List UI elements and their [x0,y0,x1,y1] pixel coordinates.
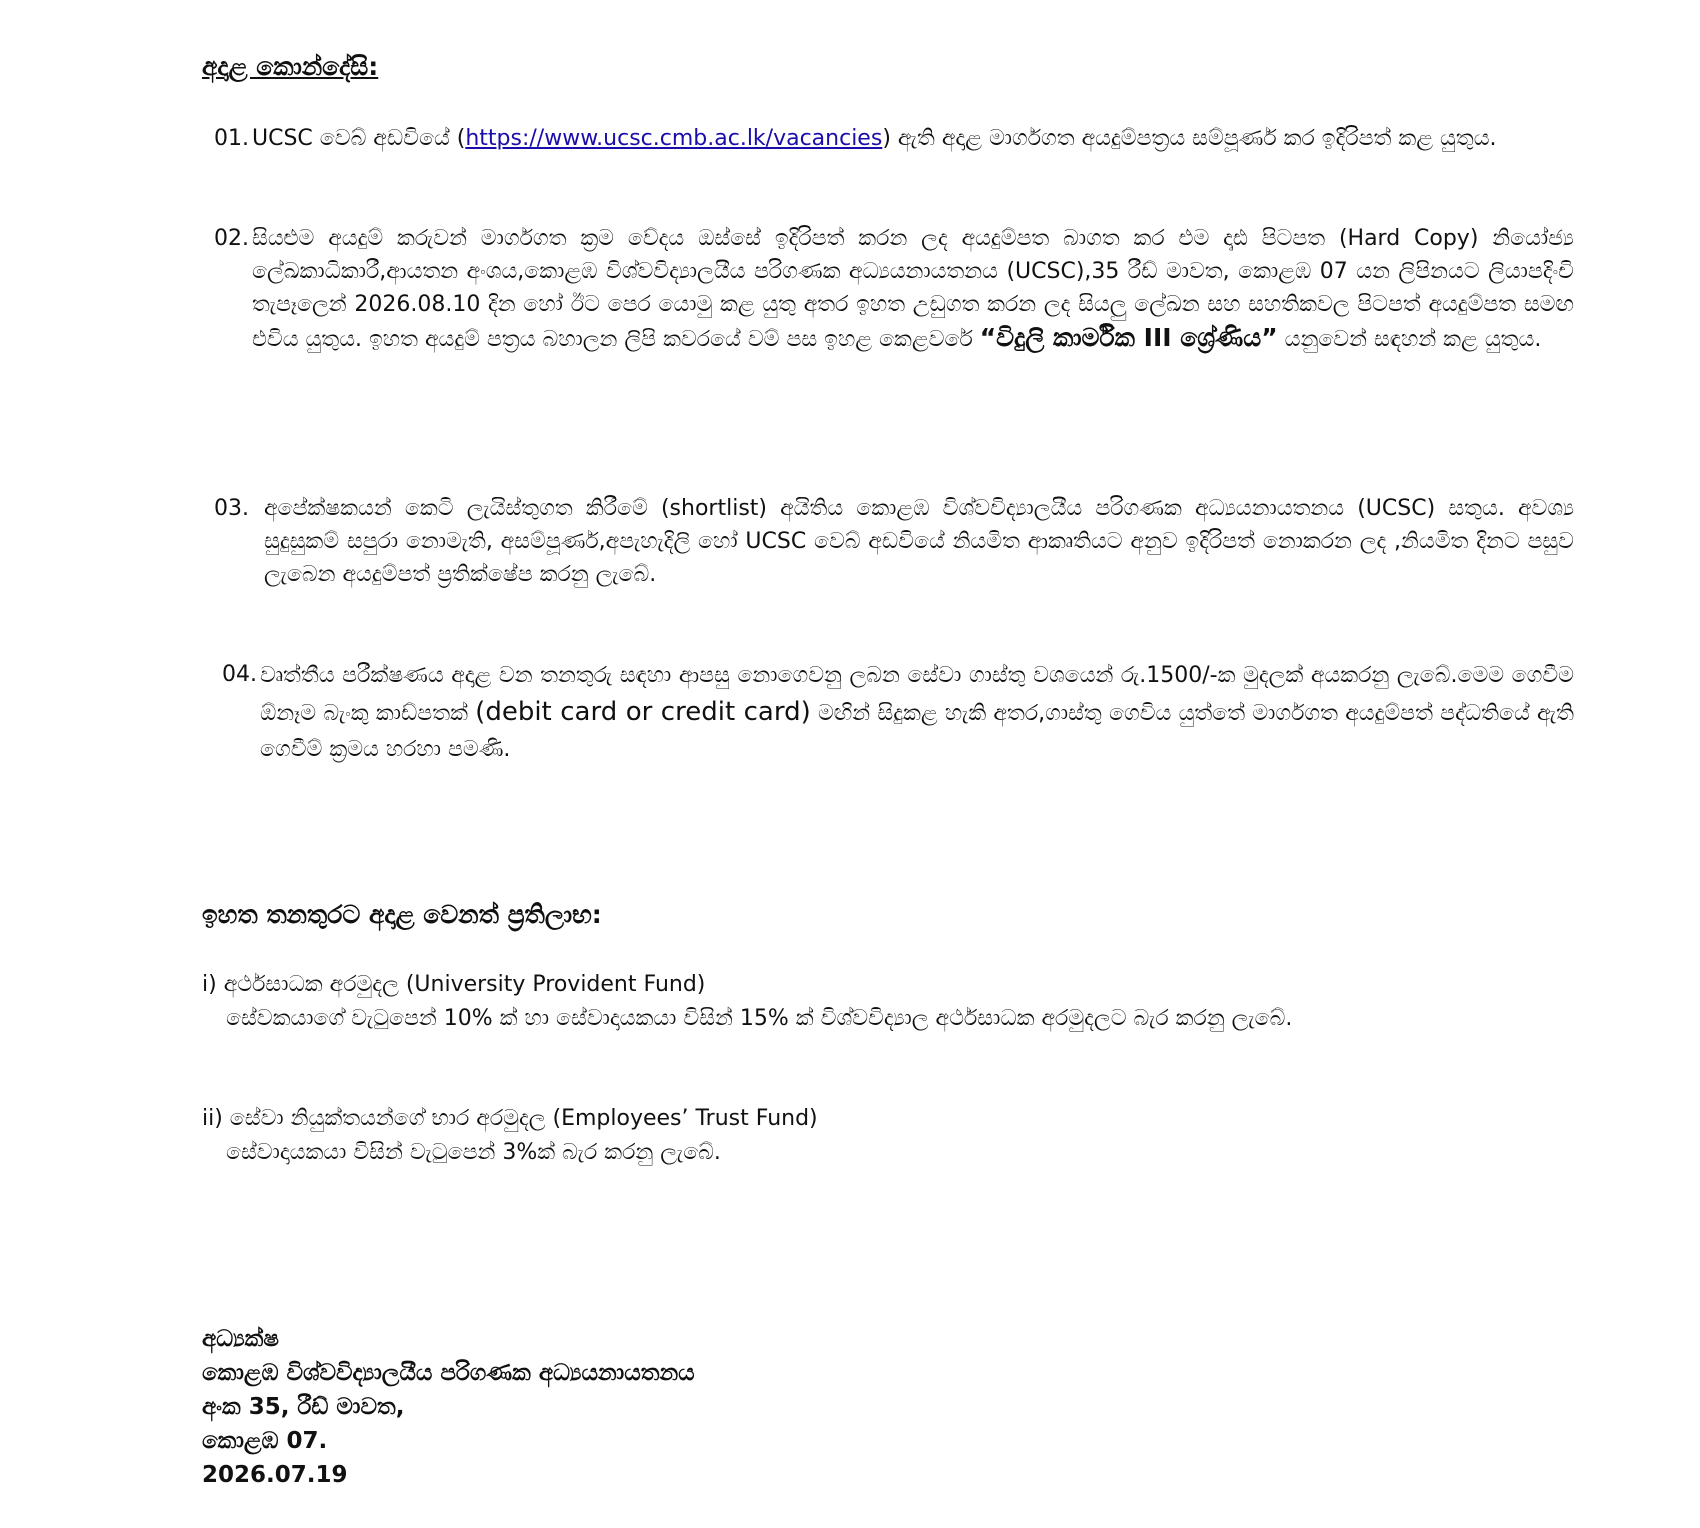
benefit-description: සේවාදායකයා විසින් වැටුපෙන් 3%ක් බැර කරනු ලැබේ. [226,1140,721,1165]
condition-number: 02. [214,226,249,251]
document-date: 2026.07.19 [202,1462,348,1488]
condition-item-4 [222,658,1574,768]
benefit-item-2 [202,1102,1522,1170]
condition-item-2 [214,222,1574,356]
conditions-heading: අදාළ කොන්දේසි: [202,52,379,81]
signature-block [202,1322,695,1492]
condition-text: වෘත්තීය පරීක්ෂණය අදාළ වන තනතුරු සඳහා ආපසු නොගෙවනු ලබන සේවා ගාස්තු වශයෙන් රු.1500/-ක මුදලක් අයකරනු ලැබේ.මෙම ගෙවීම ඕනෑම බැංකු කාඩ්පතක් [260,663,1574,726]
condition-text: ) ඇති අදාළ මාර්ගගත අයදුම්පත්‍රය සම්පූර්ණ කර ඉදිරිපත් කළ යුතුය. [882,126,1497,151]
condition-number: 04. [222,662,257,687]
benefit-title: i) අර්ථසාධක අරමුදල (University Provident Fund) [202,972,706,997]
vacancies-link[interactable]: https://www.ucsc.cmb.ac.lk/vacancies [465,126,883,151]
institution-name: කොළඹ විශ්වවිද්‍යාලයීය පරිගණක අධ්‍යයනායතනය [202,1360,695,1386]
card-types-text: (debit card or credit card) [475,697,811,727]
condition-text: මඟින් සිදුකළ හැකි අතර,ගාස්තු ගෙවිය යුත්තේ මාර්ගගත අයදුම්පත් පද්ධතියේ ඇති ගෙවීම් ක්‍රමය හරහා පමණි. [260,701,1574,762]
condition-text: අපේක්ෂකයන් කෙටි ලැයිස්තුගත කිරීමේ (shortlist) අයිතිය කොළඹ විශ්වවිද්‍යාලයීය පරිගණක අධ්‍යයනායතනය (UCSC) සතුය. අවශ්‍ය සුදුසුකම් සපුරා නොමැති, අසම්පූර්ණ,අපැහැදිලි හෝ UCSC වෙබ් අඩවියේ නියමිත ආකෘතියට අනුව ඉදිරිපත් නොකරන ලද ,නියමිත දිනට පසුව ලැබෙන අයදුම්පත් ප්‍රතික්ෂේප කරනු ලැබේ. [264,496,1574,587]
benefits-heading: ඉහත තනතුරට අදාළ වෙනත් ප්‍රතිලාභ: [202,900,602,929]
benefit-description: සේවකයාගේ වැටුපෙන් 10% ක් හා සේවාදායකයා විසින් 15% ක් විශ්වවිද්‍යාල අර්ථසාධක අරමුදලට බැර කරනු ලැබේ. [226,1006,1293,1031]
condition-item-1 [214,122,1574,155]
condition-text: UCSC වෙබ් අඩවියේ ( [252,126,466,151]
condition-text: සියළුම අයදුම් කරුවන් මාර්ගගත ක්‍රම වේදය ඔස්සේ ඉදිරිපත් කරන ලද අයදුම්පත බාගත කර එම දෘඪ පිටපත (Hard Copy) නියෝජ්‍ය ලේඛකාධිකාරී,ආයතන අංශය,කොළඹ විශ්වවිද්‍යාලයීය පරිගණක අධ්‍යයනායතනය (UCSC),35 රීඩ් මාවත, කොළඹ 07 යන ලිපිනයට ලියාපදිංචි තැපෑලෙන් 2026.08.10 දින හෝ ඊට පෙර යොමු කළ යුතු අතර ඉහත උඩුගත කරන ලද සියලු ලේඛන සහ සහතිකවල පිටපත් අයදුම්පත සමඟ එවිය යුතුය. ඉහත අයදුම් පත්‍රය බහාලන ලිපි කවරයේ වම් පස ඉහළ කෙළවරේ [252,226,1574,352]
condition-number: 01. [214,126,249,151]
address-line-2: කොළඹ 07. [202,1428,328,1454]
condition-item-3 [214,492,1574,591]
condition-number: 03. [214,496,249,521]
condition-text: යනුවෙන් සඳහන් කළ යුතුය. [1277,327,1542,352]
benefit-title: ii) සේවා නියුක්තයන්ගේ භාර අරමුදල (Employees’ Trust Fund) [202,1106,818,1131]
address-line-1: අංක 35, රීඩ් මාවත, [202,1394,405,1420]
signatory-title: අධ්‍යක්ෂ [202,1326,279,1352]
post-title-emphasis: “විදුලි කාර්මික III ශ්‍රේණිය” [979,323,1278,352]
benefit-item-1 [202,968,1522,1036]
